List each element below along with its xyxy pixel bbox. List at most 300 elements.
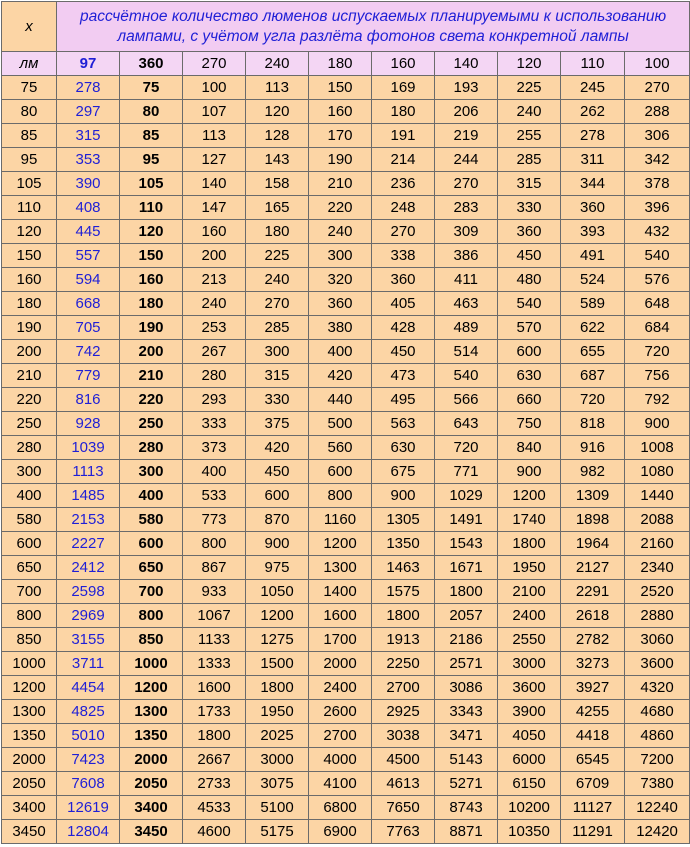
- table-cell: 705: [57, 316, 120, 340]
- table-cell: 278: [561, 124, 625, 148]
- table-row: [2, 460, 690, 484]
- table-cell: 450: [372, 340, 435, 364]
- table-cell: 214: [372, 148, 435, 172]
- table-cell: 225: [498, 76, 561, 100]
- table-cell: 432: [625, 220, 690, 244]
- table-cell: 169: [372, 76, 435, 100]
- table-cell: 2000: [120, 748, 183, 772]
- table-cell: 3343: [435, 700, 498, 724]
- table-row: [2, 556, 690, 580]
- table-cell: 6800: [309, 796, 372, 820]
- table-cell: 4418: [561, 724, 625, 748]
- table-cell: 533: [183, 484, 246, 508]
- table-cell: 2100: [498, 580, 561, 604]
- table-cell: 4825: [57, 700, 120, 724]
- table-cell: 560: [309, 436, 372, 460]
- table-cell: 127: [183, 148, 246, 172]
- table-cell: 1000: [120, 652, 183, 676]
- table-cell: 3711: [57, 652, 120, 676]
- angle-header: 160: [372, 52, 435, 76]
- table-row: [2, 820, 690, 844]
- table-cell: 143: [246, 148, 309, 172]
- table-row: [2, 532, 690, 556]
- table-cell: 113: [183, 124, 246, 148]
- table-cell: 160: [120, 268, 183, 292]
- table-cell: 12240: [625, 796, 690, 820]
- table-row: [2, 676, 690, 700]
- table-cell: 1133: [183, 628, 246, 652]
- table-cell: 1600: [183, 676, 246, 700]
- table-row: [2, 268, 690, 292]
- table-row: [2, 220, 690, 244]
- table-cell: 3086: [435, 676, 498, 700]
- table-cell: 285: [246, 316, 309, 340]
- table-cell: 933: [183, 580, 246, 604]
- table-cell: 293: [183, 388, 246, 412]
- table-cell: 1350: [372, 532, 435, 556]
- table-cell: 1039: [57, 436, 120, 460]
- table-cell: 3038: [372, 724, 435, 748]
- table-cell: 240: [498, 100, 561, 124]
- table-row: [2, 388, 690, 412]
- table-row: [2, 652, 690, 676]
- angle-header: 240: [246, 52, 309, 76]
- table-cell: 6150: [498, 772, 561, 796]
- table-cell: 2227: [57, 532, 120, 556]
- table-cell: 1964: [561, 532, 625, 556]
- table-cell: 428: [372, 316, 435, 340]
- table-cell: 8743: [435, 796, 498, 820]
- table-cell: 250: [120, 412, 183, 436]
- row-label: 3400: [2, 796, 57, 820]
- table-cell: 450: [246, 460, 309, 484]
- table-cell: 1800: [435, 580, 498, 604]
- table-row: [2, 340, 690, 364]
- table-cell: 12420: [625, 820, 690, 844]
- table-cell: 6900: [309, 820, 372, 844]
- table-cell: 1200: [120, 676, 183, 700]
- table-cell: 566: [435, 388, 498, 412]
- table-cell: 2025: [246, 724, 309, 748]
- table-row: [2, 724, 690, 748]
- table-cell: 850: [120, 628, 183, 652]
- table-cell: 1600: [309, 604, 372, 628]
- table-cell: 2733: [183, 772, 246, 796]
- table-cell: 236: [372, 172, 435, 196]
- table-cell: 4255: [561, 700, 625, 724]
- table-cell: 270: [372, 220, 435, 244]
- table-cell: 816: [57, 388, 120, 412]
- table-cell: 270: [625, 76, 690, 100]
- row-label: 80: [2, 100, 57, 124]
- table-cell: 400: [309, 340, 372, 364]
- table-cell: 1913: [372, 628, 435, 652]
- table-cell: 742: [57, 340, 120, 364]
- table-cell: 2050: [120, 772, 183, 796]
- row-label: 1350: [2, 724, 57, 748]
- table-cell: 95: [120, 148, 183, 172]
- table-cell: 792: [625, 388, 690, 412]
- table-cell: 720: [625, 340, 690, 364]
- table-cell: 5271: [435, 772, 498, 796]
- table-cell: 2782: [561, 628, 625, 652]
- table-cell: 285: [498, 148, 561, 172]
- table-cell: 330: [498, 196, 561, 220]
- table-row: [2, 148, 690, 172]
- row-label: 600: [2, 532, 57, 556]
- table-row: [2, 172, 690, 196]
- row-label: 105: [2, 172, 57, 196]
- table-row: [2, 244, 690, 268]
- table-cell: 360: [561, 196, 625, 220]
- table-cell: 2700: [372, 676, 435, 700]
- table-cell: 220: [309, 196, 372, 220]
- table-cell: 3600: [625, 652, 690, 676]
- angle-header: 140: [435, 52, 498, 76]
- table-cell: 193: [435, 76, 498, 100]
- table-cell: 867: [183, 556, 246, 580]
- table-row: [2, 748, 690, 772]
- row-label: 220: [2, 388, 57, 412]
- table-cell: 2291: [561, 580, 625, 604]
- row-label: 210: [2, 364, 57, 388]
- table-cell: 589: [561, 292, 625, 316]
- table-cell: 650: [120, 556, 183, 580]
- table-cell: 200: [120, 340, 183, 364]
- table-cell: 1950: [246, 700, 309, 724]
- table-cell: 283: [435, 196, 498, 220]
- table-cell: 750: [498, 412, 561, 436]
- table-cell: 7200: [625, 748, 690, 772]
- row-label: 650: [2, 556, 57, 580]
- table-cell: 1800: [498, 532, 561, 556]
- table-cell: 2880: [625, 604, 690, 628]
- table-cell: 6545: [561, 748, 625, 772]
- table-cell: 8871: [435, 820, 498, 844]
- table-cell: 380: [309, 316, 372, 340]
- table-cell: 1733: [183, 700, 246, 724]
- table-cell: 1305: [372, 508, 435, 532]
- table-cell: 288: [625, 100, 690, 124]
- table-cell: 463: [435, 292, 498, 316]
- table-cell: 4000: [309, 748, 372, 772]
- table-cell: 270: [435, 172, 498, 196]
- table-cell: 1575: [372, 580, 435, 604]
- table-cell: 1800: [246, 676, 309, 700]
- table-cell: 12619: [57, 796, 120, 820]
- table-cell: 3000: [246, 748, 309, 772]
- table-cell: 1029: [435, 484, 498, 508]
- table-cell: 213: [183, 268, 246, 292]
- table-cell: 190: [120, 316, 183, 340]
- table-cell: 210: [309, 172, 372, 196]
- table-row: [2, 76, 690, 100]
- table-cell: 191: [372, 124, 435, 148]
- table-cell: 2925: [372, 700, 435, 724]
- table-cell: 2250: [372, 652, 435, 676]
- table-cell: 3155: [57, 628, 120, 652]
- table-cell: 342: [625, 148, 690, 172]
- table-cell: 700: [120, 580, 183, 604]
- table-cell: 540: [435, 364, 498, 388]
- table-cell: 306: [625, 124, 690, 148]
- table-cell: 165: [246, 196, 309, 220]
- table-cell: 6709: [561, 772, 625, 796]
- table-cell: 180: [372, 100, 435, 124]
- table-cell: 514: [435, 340, 498, 364]
- table-cell: 800: [120, 604, 183, 628]
- table-cell: 255: [498, 124, 561, 148]
- table-cell: 630: [498, 364, 561, 388]
- table-cell: 1333: [183, 652, 246, 676]
- table-cell: 245: [561, 76, 625, 100]
- table-cell: 2412: [57, 556, 120, 580]
- table-cell: 75: [120, 76, 183, 100]
- angle-header: 100: [625, 52, 690, 76]
- table-cell: 4500: [372, 748, 435, 772]
- table-cell: 2520: [625, 580, 690, 604]
- table-cell: 524: [561, 268, 625, 292]
- table-cell: 150: [309, 76, 372, 100]
- table-row: [2, 604, 690, 628]
- table-cell: 244: [435, 148, 498, 172]
- table-cell: 720: [561, 388, 625, 412]
- table-cell: 2127: [561, 556, 625, 580]
- table-cell: 160: [183, 220, 246, 244]
- table-cell: 600: [498, 340, 561, 364]
- table-cell: 2153: [57, 508, 120, 532]
- table-cell: 373: [183, 436, 246, 460]
- lumen-table: [1, 1, 690, 844]
- table-cell: 900: [372, 484, 435, 508]
- row-label: 150: [2, 244, 57, 268]
- table-cell: 600: [309, 460, 372, 484]
- table-cell: 773: [183, 508, 246, 532]
- table-cell: 420: [246, 436, 309, 460]
- table-cell: 3900: [498, 700, 561, 724]
- row-label: 700: [2, 580, 57, 604]
- table-cell: 1671: [435, 556, 498, 580]
- table-cell: 720: [435, 436, 498, 460]
- table-cell: 975: [246, 556, 309, 580]
- angle-header: 110: [561, 52, 625, 76]
- table-cell: 80: [120, 100, 183, 124]
- table-cell: 360: [498, 220, 561, 244]
- table-cell: 360: [309, 292, 372, 316]
- table-cell: 982: [561, 460, 625, 484]
- table-cell: 576: [625, 268, 690, 292]
- table-cell: 660: [498, 388, 561, 412]
- table-cell: 622: [561, 316, 625, 340]
- table-cell: 170: [309, 124, 372, 148]
- table-cell: 2600: [309, 700, 372, 724]
- table-cell: 928: [57, 412, 120, 436]
- table-row: [2, 124, 690, 148]
- table-row: [2, 412, 690, 436]
- table-cell: 300: [120, 460, 183, 484]
- table-cell: 2969: [57, 604, 120, 628]
- table-cell: 779: [57, 364, 120, 388]
- table-cell: 445: [57, 220, 120, 244]
- table-cell: 900: [246, 532, 309, 556]
- angle-header: 270: [183, 52, 246, 76]
- row-label: 280: [2, 436, 57, 460]
- table-cell: 3400: [120, 796, 183, 820]
- table-cell: 411: [435, 268, 498, 292]
- table-cell: 400: [183, 460, 246, 484]
- table-cell: 2000: [309, 652, 372, 676]
- table-cell: 2550: [498, 628, 561, 652]
- table-cell: 280: [183, 364, 246, 388]
- table-description: рассчётное количество люменов испускаемых планируемыми к использованию лампами, с учётом угла разлёта фотонов света конкретной лампы: [57, 2, 690, 52]
- table-cell: 3075: [246, 772, 309, 796]
- table-cell: 240: [183, 292, 246, 316]
- table-cell: 3600: [498, 676, 561, 700]
- table-cell: 160: [309, 100, 372, 124]
- table-cell: 1440: [625, 484, 690, 508]
- table-cell: 600: [120, 532, 183, 556]
- table-cell: 2088: [625, 508, 690, 532]
- table-cell: 3927: [561, 676, 625, 700]
- row-label: 2050: [2, 772, 57, 796]
- angle-header: 180: [309, 52, 372, 76]
- table-cell: 267: [183, 340, 246, 364]
- table-cell: 330: [246, 388, 309, 412]
- table-cell: 200: [183, 244, 246, 268]
- table-cell: 7380: [625, 772, 690, 796]
- table-cell: 120: [246, 100, 309, 124]
- table-cell: 393: [561, 220, 625, 244]
- table-cell: 3471: [435, 724, 498, 748]
- table-cell: 870: [246, 508, 309, 532]
- table-cell: 630: [372, 436, 435, 460]
- table-cell: 1067: [183, 604, 246, 628]
- table-cell: 386: [435, 244, 498, 268]
- row-label: 200: [2, 340, 57, 364]
- table-cell: 1200: [498, 484, 561, 508]
- row-label: 180: [2, 292, 57, 316]
- row-label: 250: [2, 412, 57, 436]
- table-cell: 344: [561, 172, 625, 196]
- table-cell: 280: [120, 436, 183, 460]
- table-cell: 2571: [435, 652, 498, 676]
- table-cell: 500: [309, 412, 372, 436]
- table-row: [2, 508, 690, 532]
- table-cell: 180: [120, 292, 183, 316]
- table-cell: 311: [561, 148, 625, 172]
- table-cell: 400: [120, 484, 183, 508]
- row-label: 3450: [2, 820, 57, 844]
- table-cell: 120: [120, 220, 183, 244]
- angle-header: 360: [120, 52, 183, 76]
- table-cell: 540: [498, 292, 561, 316]
- table-cell: 375: [246, 412, 309, 436]
- table-cell: 11127: [561, 796, 625, 820]
- table-cell: 206: [435, 100, 498, 124]
- table-row: [2, 196, 690, 220]
- table-cell: 309: [435, 220, 498, 244]
- table-cell: 315: [498, 172, 561, 196]
- table-cell: 1300: [309, 556, 372, 580]
- table-cell: 110: [120, 196, 183, 220]
- table-cell: 675: [372, 460, 435, 484]
- table-cell: 147: [183, 196, 246, 220]
- table-cell: 818: [561, 412, 625, 436]
- table-cell: 7763: [372, 820, 435, 844]
- table-cell: 10350: [498, 820, 561, 844]
- table-cell: 4320: [625, 676, 690, 700]
- table-cell: 800: [309, 484, 372, 508]
- row-label: 850: [2, 628, 57, 652]
- table-cell: 6000: [498, 748, 561, 772]
- table-cell: 563: [372, 412, 435, 436]
- table-cell: 315: [57, 124, 120, 148]
- table-cell: 1160: [309, 508, 372, 532]
- row-label: 580: [2, 508, 57, 532]
- row-label: 95: [2, 148, 57, 172]
- table-cell: 2160: [625, 532, 690, 556]
- table-cell: 4454: [57, 676, 120, 700]
- table-cell: 2186: [435, 628, 498, 652]
- table-cell: 5175: [246, 820, 309, 844]
- row-label: 120: [2, 220, 57, 244]
- table-cell: 333: [183, 412, 246, 436]
- row-label: 1200: [2, 676, 57, 700]
- table-cell: 420: [309, 364, 372, 388]
- table-cell: 240: [246, 268, 309, 292]
- table-cell: 150: [120, 244, 183, 268]
- angle-header-row: [2, 52, 690, 76]
- table-cell: 297: [57, 100, 120, 124]
- table-cell: 7423: [57, 748, 120, 772]
- table-cell: 473: [372, 364, 435, 388]
- table-cell: 1080: [625, 460, 690, 484]
- table-cell: 668: [57, 292, 120, 316]
- row-label: 75: [2, 76, 57, 100]
- table-cell: 491: [561, 244, 625, 268]
- row-label: 300: [2, 460, 57, 484]
- row-label: 110: [2, 196, 57, 220]
- table-cell: 396: [625, 196, 690, 220]
- angle-header: 97: [57, 52, 120, 76]
- table-cell: 338: [372, 244, 435, 268]
- table-cell: 1485: [57, 484, 120, 508]
- table-row: [2, 580, 690, 604]
- table-cell: 800: [183, 532, 246, 556]
- table-cell: 2400: [309, 676, 372, 700]
- table-cell: 140: [183, 172, 246, 196]
- table-cell: 655: [561, 340, 625, 364]
- table-cell: 107: [183, 100, 246, 124]
- table-row: [2, 316, 690, 340]
- table-cell: 320: [309, 268, 372, 292]
- table-cell: 278: [57, 76, 120, 100]
- table-cell: 684: [625, 316, 690, 340]
- table-cell: 390: [57, 172, 120, 196]
- row-label: 160: [2, 268, 57, 292]
- table-cell: 105: [120, 172, 183, 196]
- table-cell: 900: [625, 412, 690, 436]
- table-cell: 489: [435, 316, 498, 340]
- table-cell: 220: [120, 388, 183, 412]
- table-cell: 4600: [183, 820, 246, 844]
- table-cell: 4100: [309, 772, 372, 796]
- table-cell: 262: [561, 100, 625, 124]
- table-cell: 4050: [498, 724, 561, 748]
- table-cell: 4613: [372, 772, 435, 796]
- table-cell: 557: [57, 244, 120, 268]
- table-row: [2, 292, 690, 316]
